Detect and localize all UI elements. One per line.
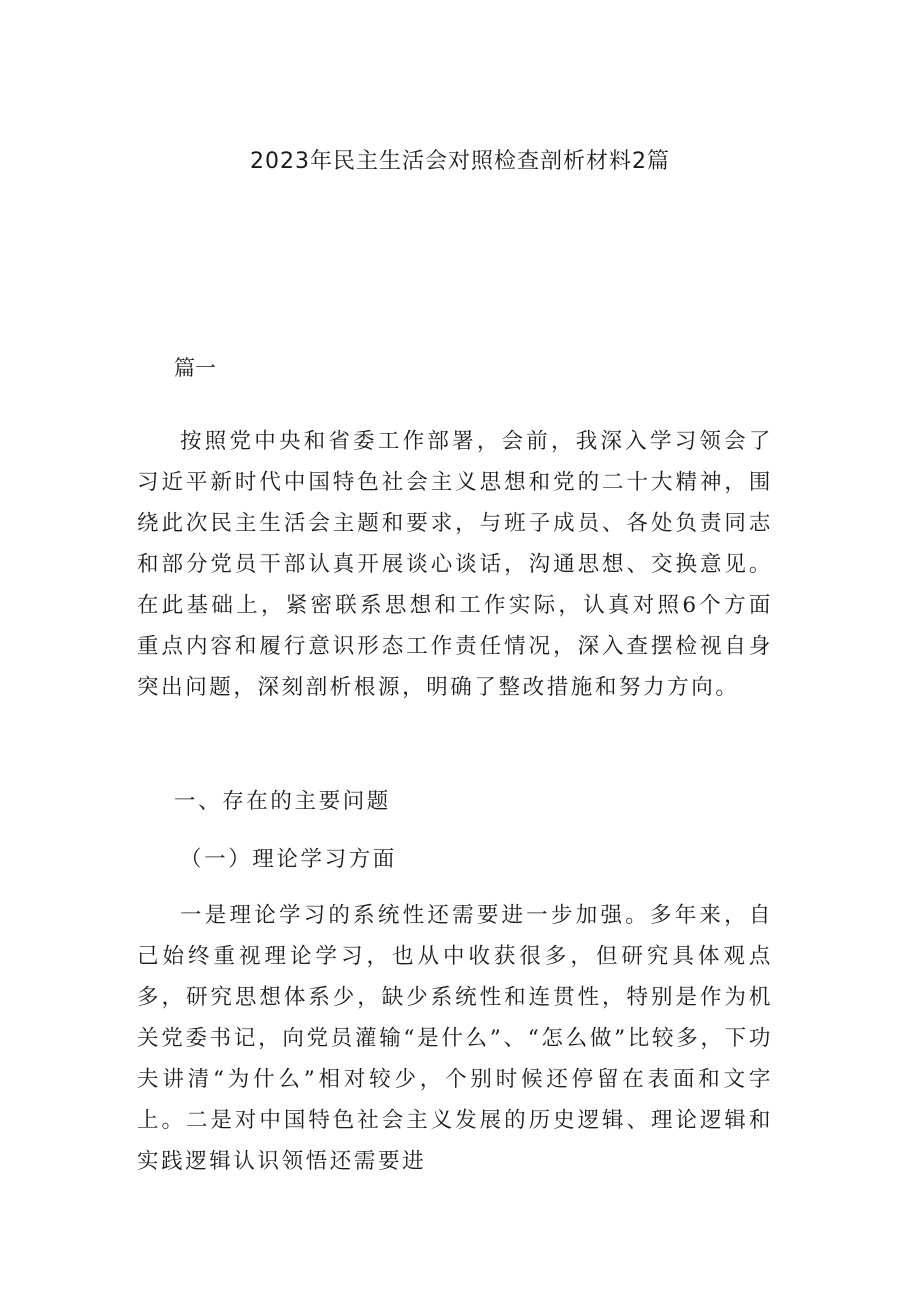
body-paragraph: 一是理论学习的系统性还需要进一步加强。多年来，自己始终重视理论学习，也从中收获很多，但研究具体观点多，研究思想体系少，缺少系统性和连贯性，特别是作为机关党委书记，向党员灌输“是什么”、“怎么做”比较多，下功夫讲清“为什么”相对较少，个别时候还停留在表面和文字上。二是对中国特色社会主义发展的历史逻辑、理论逻辑和实践逻辑认识领悟还需要进 [137,903,773,1174]
heading-main-problems: 一、存在的主要问题 [174,789,391,814]
heading-theory-study: （一）理论学习方面 [180,847,397,872]
part-label: 篇一 [174,356,216,380]
document-title: 2023年民主生活会对照检查剖析材料2篇 [250,149,670,174]
intro-paragraph: 按照党中央和省委工作部署，会前，我深入学习领会了习近平新时代中国特色社会主义思想和党的二十大精神，围绕此次民主生活会主题和要求，与班子成员、各处负责同志和部分党员干部认真开展谈心谈话，沟通思想、交换意见。在此基础上，紧密联系思想和工作实际，认真对照6个方面重点内容和履行意识形态工作责任情况，深入查摆检视自身突出问题，深刻剖析根源，明确了整改措施和努力方向。 [137,429,773,700]
